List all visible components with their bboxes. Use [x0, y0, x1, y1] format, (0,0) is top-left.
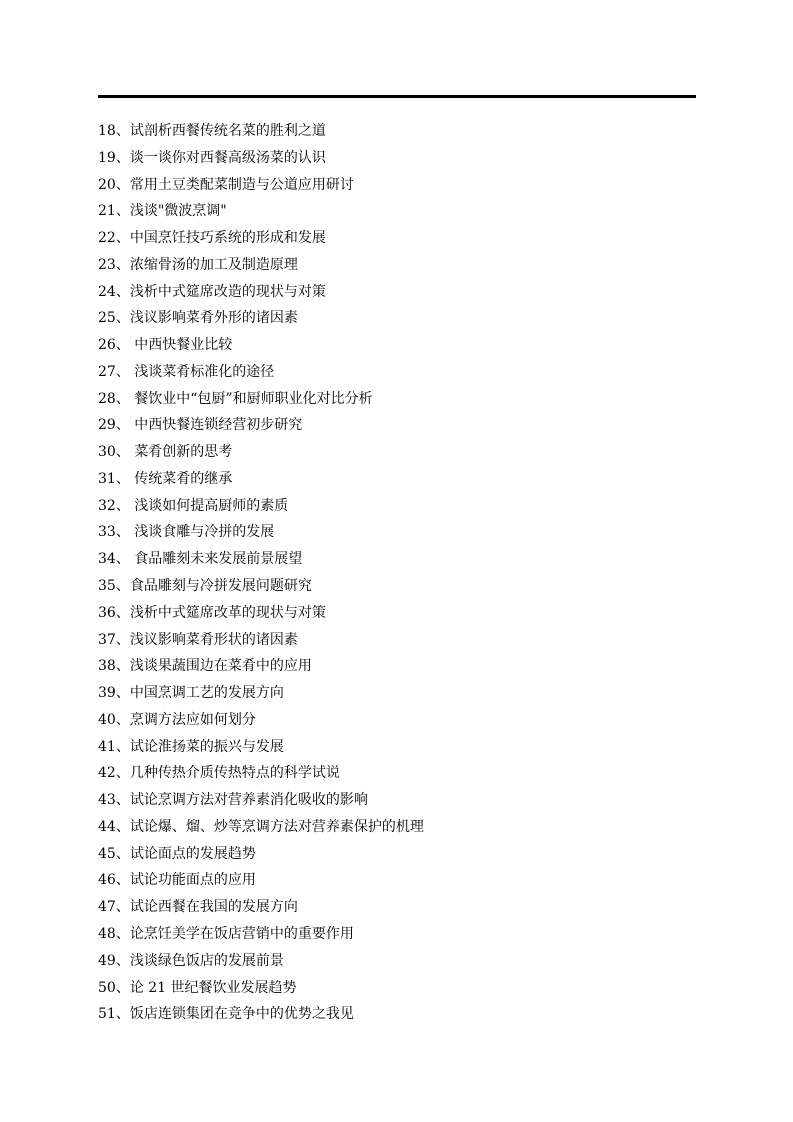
topic-item: 27、 浅谈菜肴标准化的途径: [98, 363, 275, 380]
topic-item: 38、浅谈果蔬围边在菜肴中的应用: [98, 658, 312, 675]
topic-item: 43、试论烹调方法对营养素消化吸收的影响: [98, 792, 368, 809]
topic-item: 50、论 21 世纪餐饮业发展趋势: [98, 979, 297, 996]
topic-item: 22、中国烹饪技巧系统的形成和发展: [98, 230, 326, 247]
topic-item: 24、浅析中式筵席改造的现状与对策: [98, 283, 326, 300]
header-rule: [98, 95, 696, 98]
topic-item: 36、浅析中式筵席改革的现状与对策: [98, 604, 326, 621]
topic-item: 48、论烹饪美学在饭店营销中的重要作用: [98, 925, 354, 942]
topic-item: 45、试论面点的发展趋势: [98, 845, 256, 862]
topic-item: 40、烹调方法应如何划分: [98, 711, 256, 728]
topic-item: 41、试论淮扬菜的振兴与发展: [98, 738, 284, 755]
topic-item: 18、试剖析西餐传统名菜的胜利之道: [98, 123, 326, 139]
topic-item: 46、试论功能面点的应用: [98, 872, 256, 889]
topic-item: 31、 传统菜肴的继承: [98, 470, 233, 487]
topic-item: 25、浅议影响菜肴外形的诸因素: [98, 310, 298, 327]
topic-item: 30、 菜肴创新的思考: [98, 444, 233, 461]
topic-item: 49、浅谈绿色饭店的发展前景: [98, 952, 284, 969]
topic-item: 37、浅议影响菜肴形状的诸因素: [98, 631, 298, 648]
topic-item: 44、试论爆、熘、炒等烹调方法对营养素保护的机理: [98, 818, 424, 835]
topic-item: 51、饭店连锁集团在竞争中的优势之我见: [98, 1006, 354, 1023]
topic-item: 19、谈一谈你对西餐高级汤菜的认识: [98, 149, 326, 166]
topic-list: [98, 118, 698, 1028]
topic-item: 29、 中西快餐连锁经营初步研究: [98, 417, 303, 434]
topic-item: 21、浅谈"微波烹调": [98, 203, 227, 220]
topic-item: 42、几种传热介质传热特点的科学试说: [98, 765, 340, 782]
topic-item: 35、食品雕刻与冷拼发展问题研究: [98, 578, 312, 595]
topic-item: 47、试论西餐在我国的发展方向: [98, 899, 298, 916]
topic-item: 34、 食品雕刻未来发展前景展望: [98, 551, 303, 568]
topic-item: 33、 浅谈食雕与冷拼的发展: [98, 524, 275, 541]
topic-item: 26、 中西快餐业比较: [98, 337, 233, 354]
topic-item: 39、中国烹调工艺的发展方向: [98, 685, 284, 702]
topic-item: 23、浓缩骨汤的加工及制造原理: [98, 256, 298, 273]
topic-item: 28、 餐饮业中“包厨”和厨师职业化对比分析: [98, 390, 373, 407]
topic-item: 20、常用土豆类配菜制造与公道应用研讨: [98, 176, 354, 193]
topic-item: 32、 浅谈如何提高厨师的素质: [98, 497, 289, 514]
